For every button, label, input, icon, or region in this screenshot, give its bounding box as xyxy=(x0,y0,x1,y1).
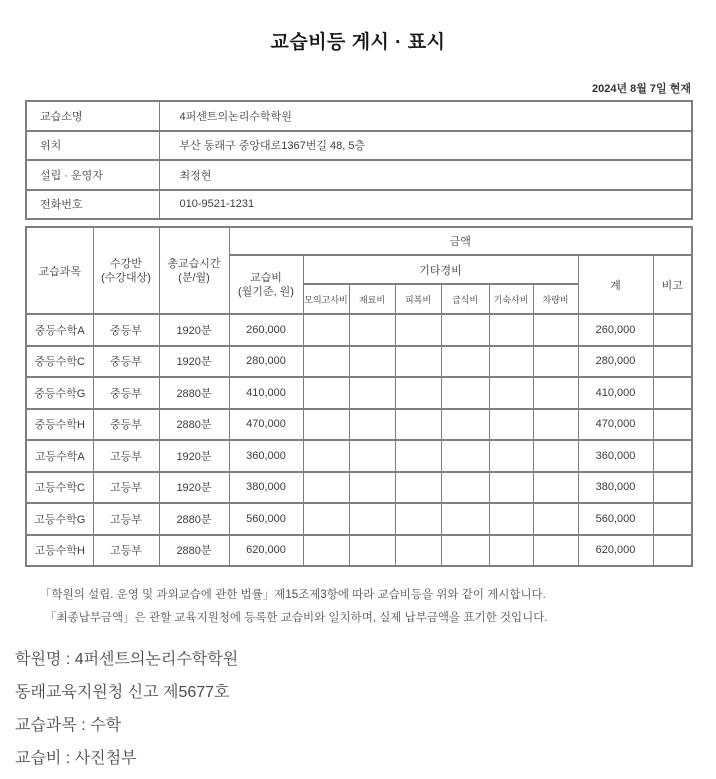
cell-extra xyxy=(303,377,349,409)
cell-subject: 중등수학H xyxy=(26,409,93,441)
cell-class-group: 고등부 xyxy=(93,440,159,472)
cell-extra xyxy=(533,472,578,504)
page-title: 교습비등 게시 · 표시 xyxy=(270,32,446,53)
cell-extra xyxy=(489,409,533,441)
cell-extra xyxy=(349,377,395,409)
cell-extra xyxy=(303,440,349,472)
cell-extra xyxy=(349,409,395,441)
fee-row xyxy=(26,377,692,409)
cell-total: 260,000 xyxy=(578,314,653,346)
cell-extra xyxy=(395,503,441,535)
cell-total-time: 1920분 xyxy=(159,440,229,472)
cell-tuition: 380,000 xyxy=(229,472,303,504)
cell-extra xyxy=(489,503,533,535)
fee-row xyxy=(26,346,692,378)
cell-extra xyxy=(441,346,489,378)
cell-subject: 고등수학H xyxy=(26,535,93,567)
cell-class-group: 중등부 xyxy=(93,377,159,409)
info-label-academy-name: 교습소명 xyxy=(26,101,159,131)
cell-class-group: 중등부 xyxy=(93,346,159,378)
cell-extra xyxy=(349,535,395,567)
cell-tuition: 260,000 xyxy=(229,314,303,346)
cell-total: 280,000 xyxy=(578,346,653,378)
cell-note xyxy=(653,503,692,535)
cell-extra xyxy=(441,535,489,567)
registration-report-number: 동래교육지원청 신고 제5677호 xyxy=(15,684,230,701)
cell-total-time: 1920분 xyxy=(159,472,229,504)
cell-extra xyxy=(395,314,441,346)
cell-extra xyxy=(395,346,441,378)
col-header-vehicle-fee: 차량비 xyxy=(533,284,578,314)
fee-header-row-1 xyxy=(26,227,692,255)
cell-total-time: 2880분 xyxy=(159,503,229,535)
cell-extra xyxy=(349,440,395,472)
cell-extra xyxy=(441,409,489,441)
cell-tuition: 470,000 xyxy=(229,409,303,441)
info-label-location: 위치 xyxy=(26,131,159,161)
col-header-class-group: 수강반 (수강대상) xyxy=(93,227,159,314)
cell-extra xyxy=(533,440,578,472)
registration-subjects: 교습과목 : 수학 xyxy=(15,717,122,734)
cell-extra xyxy=(395,472,441,504)
cell-extra xyxy=(395,535,441,567)
cell-note xyxy=(653,346,692,378)
fee-row xyxy=(26,472,692,504)
info-row xyxy=(26,101,692,131)
info-row xyxy=(26,190,692,220)
col-header-material-fee: 재료비 xyxy=(349,284,395,314)
cell-extra xyxy=(303,472,349,504)
cell-total: 360,000 xyxy=(578,440,653,472)
cell-total: 380,000 xyxy=(578,472,653,504)
registration-tuition: 교습비 : 사진첨부 xyxy=(15,750,137,767)
registration-block xyxy=(15,652,716,767)
cell-class-group: 고등부 xyxy=(93,503,159,535)
col-header-meal-fee: 급식비 xyxy=(441,284,489,314)
col-header-dormitory-fee: 기숙사비 xyxy=(489,284,533,314)
cell-class-group: 중등부 xyxy=(93,409,159,441)
col-header-note: 비고 xyxy=(653,255,692,314)
cell-extra xyxy=(441,440,489,472)
cell-note xyxy=(653,409,692,441)
cell-subject: 고등수학A xyxy=(26,440,93,472)
cell-extra xyxy=(303,535,349,567)
cell-subject: 중등수학A xyxy=(26,314,93,346)
cell-note xyxy=(653,377,692,409)
fee-row xyxy=(26,409,692,441)
cell-class-group: 고등부 xyxy=(93,472,159,504)
cell-extra xyxy=(349,472,395,504)
cell-total-time: 1920분 xyxy=(159,314,229,346)
cell-note xyxy=(653,535,692,567)
cell-total: 560,000 xyxy=(578,503,653,535)
cell-extra xyxy=(489,535,533,567)
cell-extra xyxy=(349,503,395,535)
cell-total-time: 2880분 xyxy=(159,409,229,441)
cell-extra xyxy=(489,472,533,504)
col-header-extra-expenses: 기타경비 xyxy=(303,255,578,284)
cell-extra xyxy=(441,472,489,504)
col-header-clothing-fee: 피복비 xyxy=(395,284,441,314)
cell-note xyxy=(653,440,692,472)
cell-extra xyxy=(303,503,349,535)
cell-extra xyxy=(441,377,489,409)
cell-extra xyxy=(533,346,578,378)
cell-extra xyxy=(303,409,349,441)
cell-extra xyxy=(395,377,441,409)
info-row xyxy=(26,160,692,190)
cell-extra xyxy=(303,346,349,378)
fee-row xyxy=(26,503,692,535)
cell-subject: 고등수학C xyxy=(26,472,93,504)
cell-extra xyxy=(349,346,395,378)
cell-total-time: 2880분 xyxy=(159,377,229,409)
cell-total: 620,000 xyxy=(578,535,653,567)
cell-extra xyxy=(489,346,533,378)
academy-info-table xyxy=(25,100,693,220)
cell-total: 470,000 xyxy=(578,409,653,441)
cell-extra xyxy=(395,409,441,441)
info-row xyxy=(26,131,692,161)
col-header-total: 계 xyxy=(578,255,653,314)
cell-extra xyxy=(489,314,533,346)
cell-total: 410,000 xyxy=(578,377,653,409)
cell-extra xyxy=(533,377,578,409)
col-header-total-time: 총교습시간 (분/월) xyxy=(159,227,229,314)
cell-extra xyxy=(441,314,489,346)
cell-extra xyxy=(303,314,349,346)
info-label-founder: 설립 · 운영자 xyxy=(26,160,159,190)
fee-row xyxy=(26,314,692,346)
info-label-phone: 전화번호 xyxy=(26,190,159,220)
fee-row xyxy=(26,440,692,472)
cell-total-time: 2880분 xyxy=(159,535,229,567)
col-header-tuition: 교습비 (월기준, 원) xyxy=(229,255,303,314)
col-header-mock-exam-fee: 모의고사비 xyxy=(303,284,349,314)
cell-extra xyxy=(395,440,441,472)
legal-note-posting: 「학원의 설립. 운영 및 과외교습에 관한 법률」제15조제3항에 따라 교습비등을 위와 같이 게시합니다. xyxy=(40,589,546,601)
cell-tuition: 360,000 xyxy=(229,440,303,472)
cell-tuition: 280,000 xyxy=(229,346,303,378)
cell-extra xyxy=(533,535,578,567)
cell-tuition: 410,000 xyxy=(229,377,303,409)
cell-extra xyxy=(441,503,489,535)
cell-total-time: 1920분 xyxy=(159,346,229,378)
legal-note-final-payment: 「최종납부금액」은 관할 교육지원청에 등록한 교습비와 일치하며, 실제 납부금액을 표기한 것입니다. xyxy=(45,612,548,624)
legal-notes xyxy=(40,588,716,625)
fee-row xyxy=(26,535,692,567)
cell-extra xyxy=(489,440,533,472)
cell-class-group: 고등부 xyxy=(93,535,159,567)
cell-tuition: 620,000 xyxy=(229,535,303,567)
registration-academy-name: 학원명 : 4퍼센트의논리수학학원 xyxy=(15,651,239,668)
cell-extra xyxy=(533,503,578,535)
cell-extra xyxy=(489,377,533,409)
cell-subject: 고등수학G xyxy=(26,503,93,535)
col-header-subject: 교습과목 xyxy=(26,227,93,314)
cell-tuition: 560,000 xyxy=(229,503,303,535)
cell-note xyxy=(653,314,692,346)
as-of-date: 2024년 8월 7일 현재 xyxy=(591,83,691,95)
col-header-amount: 금액 xyxy=(229,227,692,255)
cell-extra xyxy=(349,314,395,346)
cell-class-group: 중등부 xyxy=(93,314,159,346)
cell-extra xyxy=(533,314,578,346)
cell-note xyxy=(653,472,692,504)
cell-extra xyxy=(533,409,578,441)
info-value-academy-name: 4퍼센트의논리수학학원 xyxy=(159,101,692,131)
fee-table xyxy=(25,226,693,567)
info-value-phone: 010-9521-1231 xyxy=(159,190,692,220)
cell-subject: 중등수학G xyxy=(26,377,93,409)
info-value-location: 부산 동래구 중앙대로1367번길 48, 5층 xyxy=(159,131,692,161)
info-value-founder: 최정현 xyxy=(159,160,692,190)
cell-subject: 중등수학C xyxy=(26,346,93,378)
